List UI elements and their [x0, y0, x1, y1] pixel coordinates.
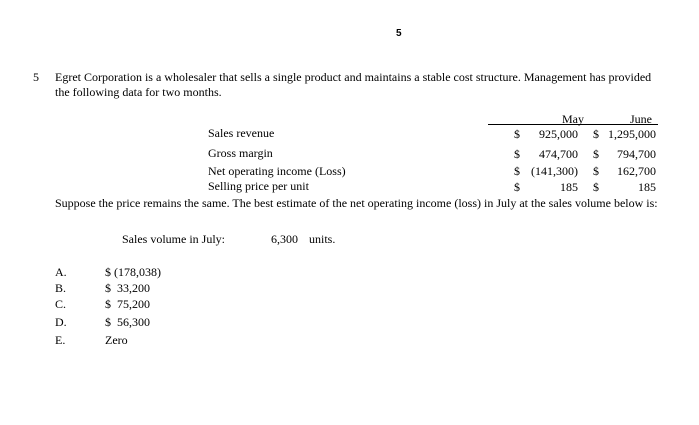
row-may-currency: $ — [514, 147, 520, 161]
row-label-gross-margin: Gross margin — [208, 146, 273, 160]
column-header-june: June — [630, 112, 652, 126]
row-may-value: 185 — [560, 180, 578, 194]
question-stem: Egret Corporation is a wholesaler that sells a single product and maintains a stable cost structure. Management has provided the following data for two months. — [55, 70, 652, 99]
question-prompt: Suppose the price remains the same. The best estimate of the net operating income (loss) in July at the sales volume below is: — [55, 196, 658, 210]
column-header-may: May — [562, 112, 584, 126]
row-june-currency: $ — [593, 147, 599, 161]
option-text-b: $ 33,200 — [105, 281, 150, 295]
option-text-e: Zero — [105, 333, 128, 347]
option-text-a: $ (178,038) — [105, 265, 161, 279]
row-may-currency: $ — [514, 127, 520, 141]
option-letter-c: C. — [55, 297, 67, 311]
option-letter-b: B. — [55, 281, 67, 295]
row-may-value: 474,700 — [539, 147, 578, 161]
option-letter-a: A. — [55, 265, 67, 279]
sales-volume-label: Sales volume in July: — [122, 232, 225, 246]
row-label-net-operating-income: Net operating income (Loss) — [208, 164, 346, 178]
row-may-currency: $ — [514, 180, 520, 194]
row-may-value: 925,000 — [539, 127, 578, 141]
option-letter-d: D. — [55, 315, 67, 329]
row-label-selling-price: Selling price per unit — [208, 179, 309, 193]
row-june-currency: $ — [593, 127, 599, 141]
row-june-value: 1,295,000 — [608, 127, 656, 141]
row-may-currency: $ — [514, 164, 520, 178]
row-may-value: (141,300) — [531, 164, 578, 178]
row-june-currency: $ — [593, 180, 599, 194]
row-label-sales-revenue: Sales revenue — [208, 126, 275, 140]
page-number: 5 — [396, 28, 402, 39]
option-text-d: $ 56,300 — [105, 315, 150, 329]
question-number: 5 — [33, 70, 39, 84]
table-header-rule — [488, 124, 658, 125]
row-june-value: 794,700 — [617, 147, 656, 161]
option-letter-e: E. — [55, 333, 66, 347]
row-june-value: 185 — [638, 180, 656, 194]
option-text-c: $ 75,200 — [105, 297, 150, 311]
row-june-currency: $ — [593, 164, 599, 178]
sales-volume-unit: units. — [309, 232, 336, 246]
row-june-value: 162,700 — [617, 164, 656, 178]
sales-volume-value: 6,300 — [271, 232, 298, 246]
